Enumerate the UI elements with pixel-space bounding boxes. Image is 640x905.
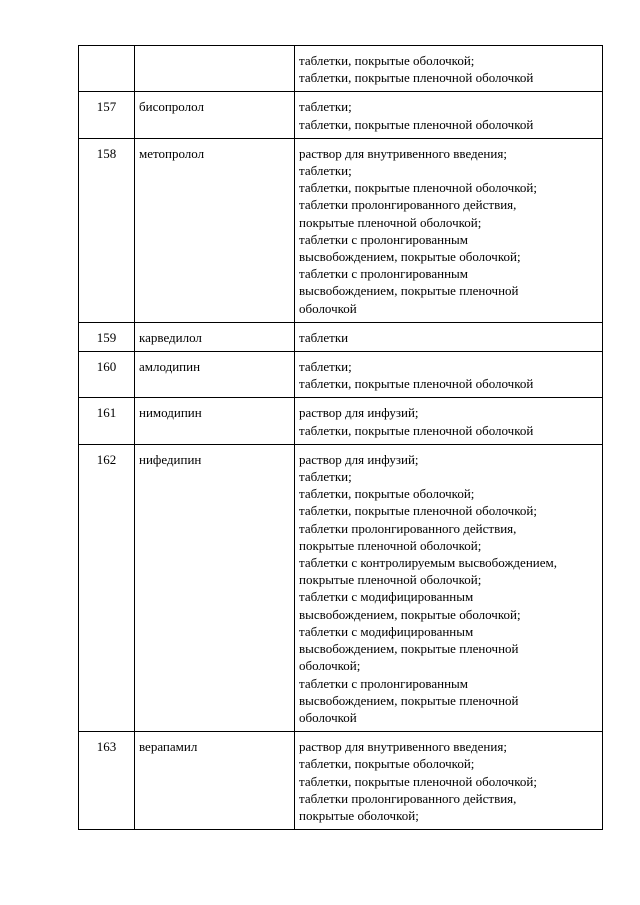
drug-name: карведилол <box>135 322 295 351</box>
dosage-form-line: таблетки, покрытые пленочной оболочкой; <box>299 773 537 789</box>
dosage-form-line: таблетки с модифицированным <box>299 589 474 605</box>
row-number: 163 <box>79 732 135 830</box>
dosage-form-line: высвобождением, покрытые оболочкой; <box>299 249 521 265</box>
dosage-form-line: таблетки, покрытые пленочной оболочкой <box>299 70 534 86</box>
dosage-form-line: покрытые оболочкой; <box>299 807 419 823</box>
dosage-forms <box>295 352 603 398</box>
dosage-form-line: таблетки, покрытые оболочкой; <box>299 756 475 772</box>
dosage-form-line: таблетки; <box>299 163 352 179</box>
row-number: 157 <box>79 92 135 138</box>
dosage-forms <box>295 322 603 351</box>
dosage-form-line: раствор для инфузий; <box>299 405 419 421</box>
table-row <box>79 398 603 444</box>
drug-name: бисопролол <box>135 92 295 138</box>
dosage-form-line: таблетки с пролонгированным <box>299 675 469 691</box>
dosage-form-line: таблетки <box>299 329 349 345</box>
dosage-form-line: таблетки с модифицированным <box>299 623 474 639</box>
dosage-form-line: таблетки; <box>299 469 352 485</box>
dosage-form-line: оболочкой; <box>299 658 361 674</box>
drug-name <box>135 46 295 92</box>
table-row <box>79 732 603 830</box>
dosage-form-line: покрытые пленочной оболочкой; <box>299 214 482 230</box>
table-body <box>79 46 603 830</box>
drug-table <box>78 45 603 830</box>
table-row <box>79 138 603 322</box>
row-number: 159 <box>79 322 135 351</box>
dosage-forms <box>295 398 603 444</box>
table-row <box>79 46 603 92</box>
dosage-form-line: покрытые пленочной оболочкой; <box>299 572 482 588</box>
dosage-form-line: таблетки, покрытые пленочной оболочкой <box>299 116 534 132</box>
drug-name: нимодипин <box>135 398 295 444</box>
dosage-form-line: раствор для внутривенного введения; <box>299 739 507 755</box>
dosage-form-line: высвобождением, покрытые пленочной <box>299 641 519 657</box>
dosage-form-line: раствор для внутривенного введения; <box>299 145 507 161</box>
dosage-form-line: таблетки; <box>299 99 352 115</box>
row-number: 162 <box>79 444 135 731</box>
dosage-form-line: таблетки с контролируемым высвобождением, <box>299 555 557 571</box>
dosage-form-line: таблетки пролонгированного действия, <box>299 790 517 806</box>
drug-name: метопролол <box>135 138 295 322</box>
table-row <box>79 92 603 138</box>
table-row <box>79 322 603 351</box>
dosage-form-line: таблетки, покрытые оболочкой; <box>299 53 475 68</box>
row-number <box>79 46 135 92</box>
row-number: 161 <box>79 398 135 444</box>
dosage-forms <box>295 732 603 830</box>
dosage-form-line: высвобождением, покрытые пленочной <box>299 283 519 299</box>
drug-name: нифедипин <box>135 444 295 731</box>
dosage-forms <box>295 92 603 138</box>
drug-name: амлодипин <box>135 352 295 398</box>
dosage-form-line: таблетки, покрытые пленочной оболочкой; <box>299 503 537 519</box>
drug-name: верапамил <box>135 732 295 830</box>
dosage-form-line: таблетки, покрытые пленочной оболочкой; <box>299 180 537 196</box>
dosage-form-line: таблетки, покрытые пленочной оболочкой <box>299 376 534 392</box>
dosage-forms <box>295 444 603 731</box>
dosage-form-line: таблетки; <box>299 359 352 375</box>
dosage-form-line: покрытые пленочной оболочкой; <box>299 537 482 553</box>
dosage-form-line: раствор для инфузий; <box>299 451 419 467</box>
dosage-forms <box>295 46 603 92</box>
dosage-forms <box>295 138 603 322</box>
dosage-form-line: оболочкой <box>299 709 357 725</box>
dosage-form-line: таблетки, покрытые оболочкой; <box>299 486 475 502</box>
dosage-form-line: оболочкой <box>299 300 357 316</box>
dosage-form-line: таблетки с пролонгированным <box>299 231 469 247</box>
dosage-form-line: высвобождением, покрытые оболочкой; <box>299 606 521 622</box>
table-row <box>79 444 603 731</box>
dosage-form-line: таблетки, покрытые пленочной оболочкой <box>299 422 534 438</box>
dosage-form-line: таблетки пролонгированного действия, <box>299 520 517 536</box>
row-number: 160 <box>79 352 135 398</box>
row-number: 158 <box>79 138 135 322</box>
dosage-form-line: таблетки пролонгированного действия, <box>299 197 517 213</box>
dosage-form-line: таблетки с пролонгированным <box>299 266 469 282</box>
dosage-form-line: высвобождением, покрытые пленочной <box>299 692 519 708</box>
table-row <box>79 352 603 398</box>
